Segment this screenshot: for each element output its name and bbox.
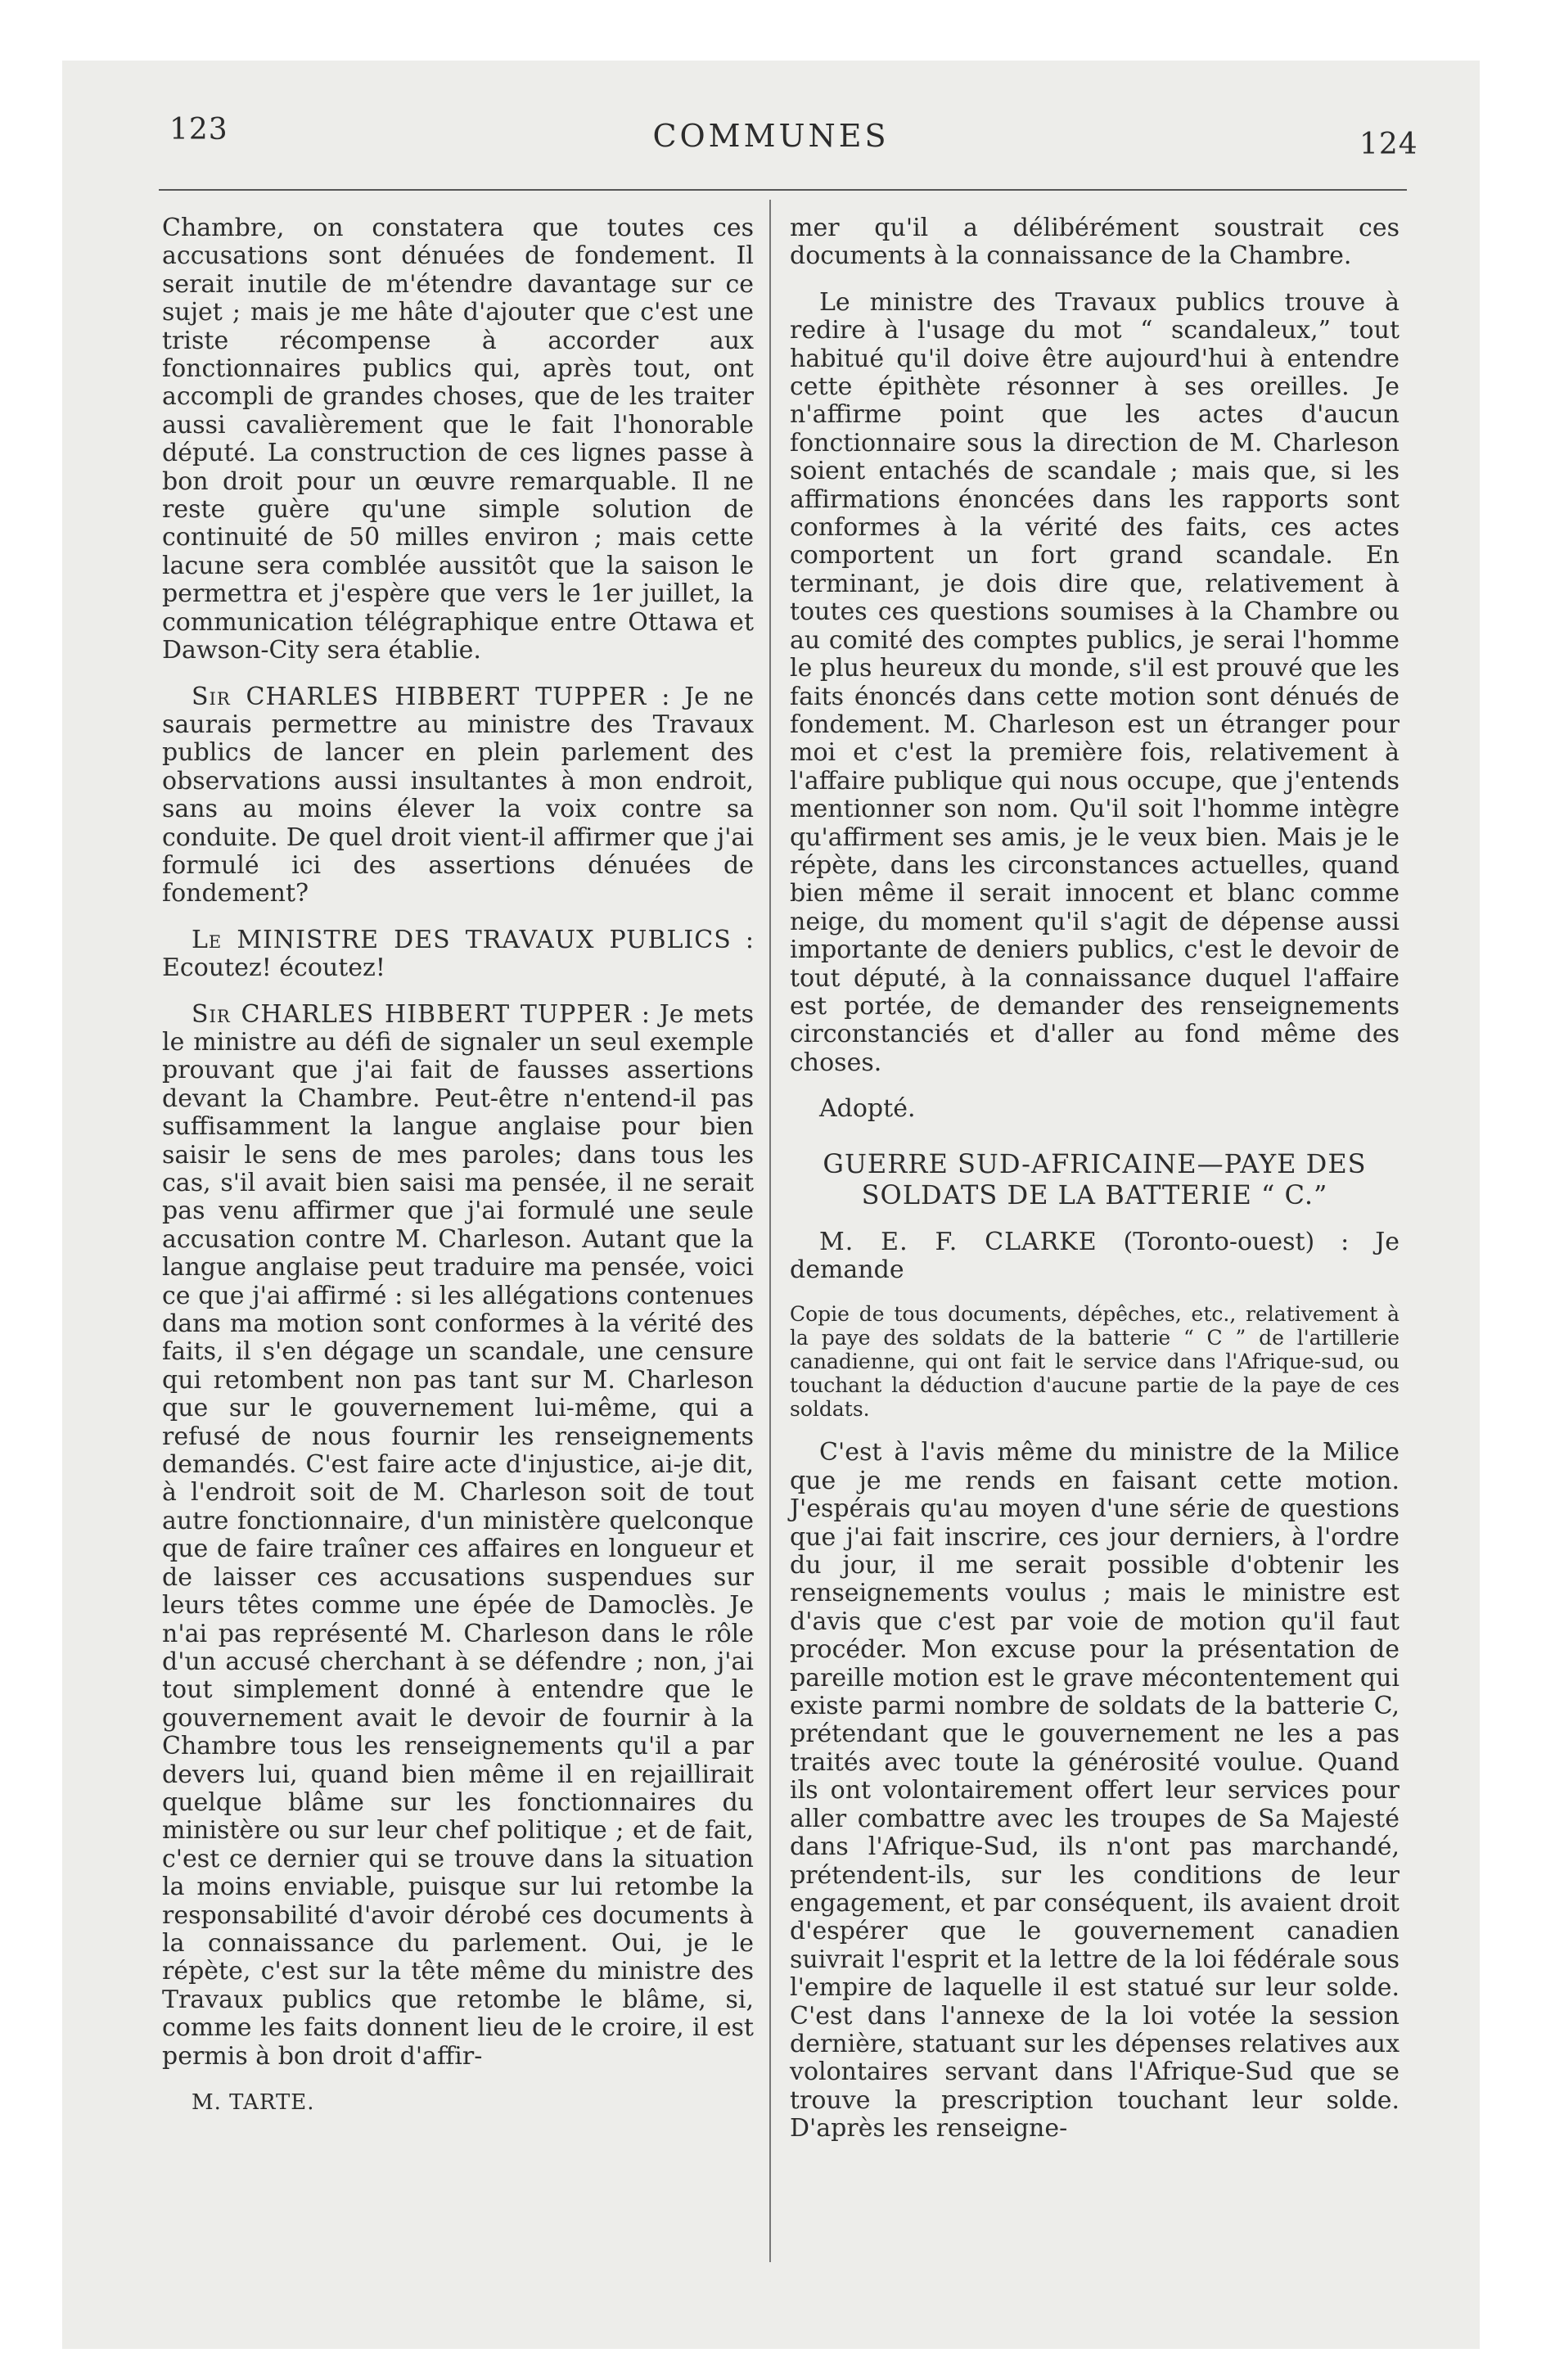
page-header: [62, 61, 1480, 192]
paragraph: Chambre, on constatera que toutes ces accusations sont dénuées de fondement. Il serait inutile de m'étendre davantage sur ce sujet ; mais je me hâte d'ajouter que c'est une triste récompense à accorder aux fonctionnaires publics qui, après tout, ont accompli de grandes choses, que de les traiter aussi cavalièrement que le fait l'honorable député. La construction de ces lignes passe à bon droit pour un œuvre remarquable. Il ne reste guère qu'une simple solution de continuité de 50 milles environ ; mais cette lacune sera comblée aussitôt que la saison le permettra et j'espère que vers le 1er juillet, la communication télégraphique entre Ottawa et Dawson-City sera établie.: [162, 214, 754, 665]
speech-text: : Je mets le ministre au défi de signaler un seul exemple prouvant que j'ai fait de fausses assertions devant la Chambre. Peut-être n'entend-il pas suffisamment la langue anglaise pour bien saisir le sens de mes paroles; dans tous les cas, s'il avait bien saisi ma pensée, il ne serait pas venu affirmer que j'ai formulé une seule accusation contre M. Charleson. Autant que la langue anglaise peut traduire ma pensée, voici ce que j'ai affirmé : si les allégations contenues dans ma motion sont conformes à la vérité des faits, il s'en dégage un scandale, une censure qui retombent non pas tant sur M. Charleson que sur le gouvernement lui-même, qui a refusé de nous fournir les renseignements demandés. C'est faire acte d'injustice, ai-je dit, à l'endroit soit de M. Charleson soit de tout autre fonctionnaire, d'un ministère quelconque que de faire traîner ces affaires en longueur et de laisser ces accusations suspendues sur leurs têtes comme une épée de Damoclès. Je n'ai pas représenté M. Charleson dans le rôle d'un accusé cherchant à se défendre ; non, j'ai tout simplement donné à entendre que le gouvernement avait le devoir de fournir à la Chambre tous les renseignements qu'il a par devers lui, quand bien même il en rejaillirait quelque blâme sur les fonctionnaires du ministère ou sur leur chef politique ; et de fait, c'est ce dernier qui se trouve dans la situation la moins enviable, puisque sur lui retombe la responsabilité d'avoir dérobé ces documents à la connaissance du parlement. Oui, je le répète, c'est sur la tête même du ministre des Travaux publics que retombe le blâme, si, comme les faits donnent lieu de le croire, il est permis à bon droit d'affir-: [162, 999, 754, 2071]
page-number-right: 124: [1359, 128, 1418, 161]
speaker-name: Sir CHARLES HIBBERT TUPPER: [192, 682, 647, 711]
section-heading: GUERRE SUD-AFRICAINE—PAYE DES SOLDATS DE LA BATTERIE “ C.”: [823, 1147, 1367, 1210]
scanned-page: [62, 61, 1480, 2349]
motion-text: Copie de tous documents, dépêches, etc., relativement à la paye des soldats de la batterie “ C ” de l'artillerie canadienne, qui ont fait le service dans l'Afrique-sud, ou touchant la déduction d'aucune partie de la paye de ces soldats.: [790, 1302, 1400, 1422]
speech-text: : Je ne saurais permettre au ministre des Travaux publics de lancer en plein parlement des observations aussi insultantes à mon endroit, sans au moins élever la voix contre sa conduite. De quel droit vient-il affirmer que j'ai formulé ici des assertions dénuées de fondement?: [162, 682, 754, 908]
paragraph: [162, 1001, 754, 2071]
paragraph: mer qu'il a délibérément soustrait ces documents à la connaissance de la Chambre.: [790, 214, 1400, 271]
speaker-signature: M. TARTE.: [192, 2090, 315, 2115]
speaker-name: Sir CHARLES HIBBERT TUPPER: [192, 999, 633, 1029]
column-divider: [769, 200, 771, 2262]
page-number-left: 123: [169, 113, 228, 146]
adopted-note: Adopté.: [819, 1094, 916, 1124]
paragraph: C'est à l'avis même du ministre de la Milice que je me rends en faisant cette motion. J'espérais qu'au moyen d'une série de questions que j'ai fait inscrire, ces jour derniers, à l'ordre du jour, il me serait possible d'obtenir les renseignements voulus ; mais le ministre est d'avis que c'est par voie de motion qu'il faut procéder. Mon excuse pour la présentation de pareille motion est le grave mécontentement qui existe parmi nombre de soldats de la batterie C, prétendant que le gouvernement ne les a pas traités avec toute la générosité voulue. Quand ils ont volontairement offert leur services pour aller combattre avec les troupes de Sa Majesté dans l'Afrique-Sud, ils n'ont pas marchandé, prétendent-ils, sur les conditions de leur engagement, et par conséquent, ils avaient droit d'espérer que le gouvernement canadien suivrait l'esprit et la lettre de la loi fédérale sous l'empire de laquelle il est statué sur leur solde. C'est dans l'annexe de la loi votée la session dernière, statuant sur les dépenses relatives aux volontaires servant dans l'Afrique-Sud que se trouve la prescription touchant leur solde. D'après les renseigne-: [790, 1438, 1400, 2143]
paragraph: [162, 683, 754, 908]
paragraph: [162, 926, 754, 983]
speaker-name: M. E. F. CLARKE: [819, 1227, 1098, 1256]
left-column: [162, 214, 754, 2134]
paragraph: [790, 1228, 1400, 1285]
speech-text: : Ecoutez! écoutez!: [162, 925, 754, 983]
running-title: COMMUNES: [652, 118, 890, 154]
right-column: [790, 214, 1400, 2161]
speaker-name: Le MINISTRE DES TRAVAUX PUBLICS: [192, 925, 732, 954]
speech-text: (Toronto-ouest) : Je demande: [790, 1227, 1400, 1284]
paragraph: Le ministre des Travaux publics trouve à redire à l'usage du mot “ scandaleux,” tout habitué qu'il doive être aujourd'hui à entendre cette épithète résonner à ses oreilles. Je n'affirme point que les actes d'aucun fonctionnaire sous la direction de M. Charleson soient entachés de scandale ; mais que, si les affirmations énoncées dans les rapports sont conformes à la vérité des faits, ces actes comportent un fort grand scandale. En terminant, je dois dire que, relativement à toutes ces questions soumises à la Chambre ou au comité des comptes publics, je serai l'homme le plus heureux du monde, s'il est prouvé que les faits énoncés dans cette motion sont dénués de fondement. M. Charleson est un étranger pour moi et c'est la première fois, relativement à l'affaire publique qui nous occupe, que j'entends mentionner son nom. Qu'il soit l'homme intègre qu'affirment ses amis, je le veux bien. Mais je le répète, dans les circonstances actuelles, quand bien même il serait innocent et blanc comme neige, du moment qu'il s'agit de dépense aussi importante de deniers publics, c'est le devoir de tout député, à la connaissance duquel l'affaire est portée, de demander des renseignements circonstanciés et d'aller au fond même des choses.: [790, 287, 1400, 1077]
header-rule: [159, 189, 1407, 191]
